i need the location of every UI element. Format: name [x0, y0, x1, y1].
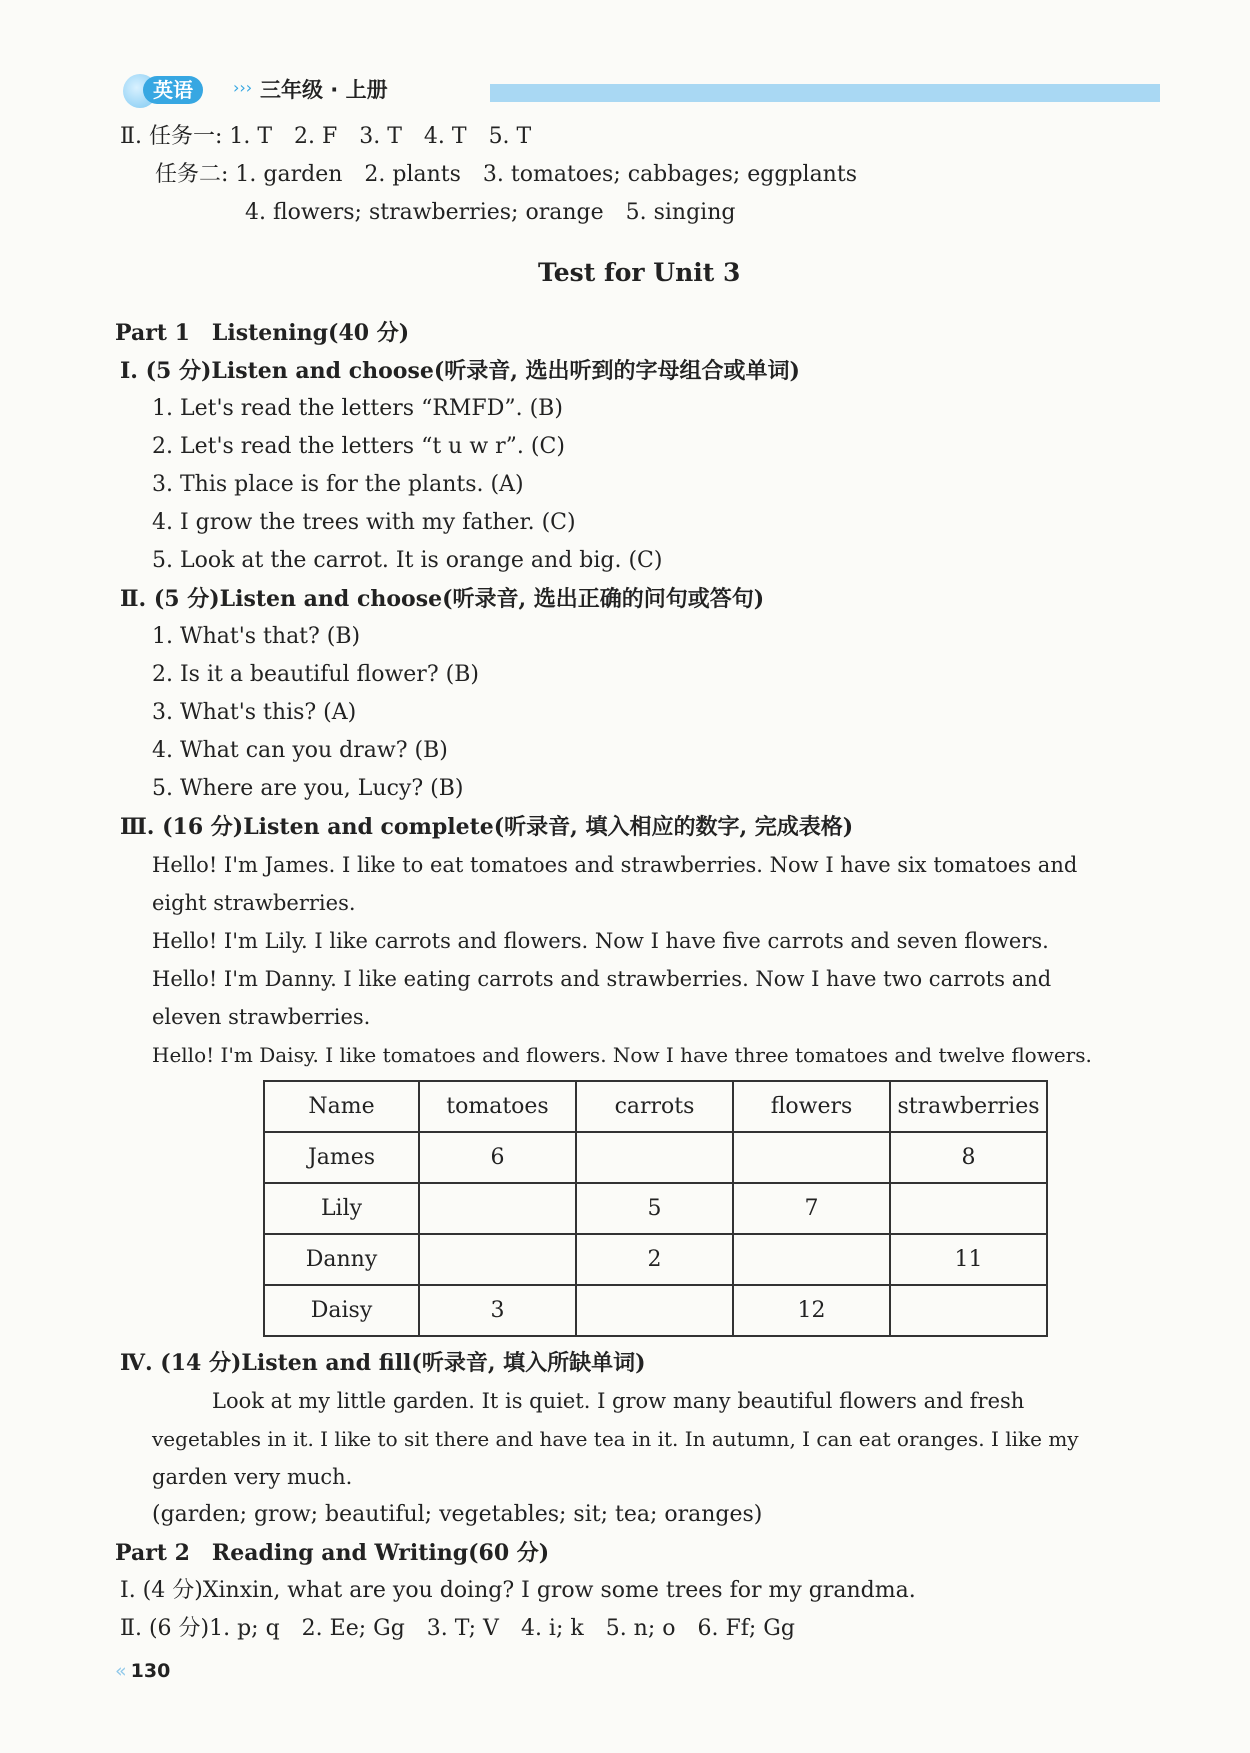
s3-para-3a: Hello! I'm Danny. I like eating carrots and strawberries. Now I have two carrots and — [152, 967, 1052, 991]
s2-item-5: 5. Where are you, Lucy? (B) — [152, 776, 464, 801]
p2-section-1: Ⅰ. (4 分)Xinxin, what are you doing? I grow some trees for my grandma. — [120, 1578, 916, 1603]
s4-line-3: garden very much. — [152, 1465, 353, 1489]
s4-answers: (garden; grow; beautiful; vegetables; sit; tea; oranges) — [152, 1502, 763, 1527]
header-bar — [490, 84, 1160, 102]
p2-section-2: Ⅱ. (6 分)1. p; q 2. Ee; Gg 3. T; V 4. i; k 5. n; o 6. Ff; Gg — [120, 1616, 795, 1641]
table-cell — [733, 1234, 890, 1285]
table-row — [264, 1285, 1047, 1336]
table-cell — [733, 1132, 890, 1183]
s1-item-3: 3. This place is for the plants. (A) — [152, 472, 524, 497]
table-cell: 2 — [576, 1234, 733, 1285]
part1-heading: Part 1 Listening(40 分) — [115, 320, 410, 346]
table-header-cell: carrots — [576, 1081, 733, 1132]
table-row — [264, 1132, 1047, 1183]
page-number — [115, 1660, 170, 1682]
s4-line-1: Look at my little garden. It is quiet. I grow many beautiful flowers and fresh — [212, 1389, 1025, 1413]
table-row — [264, 1234, 1047, 1285]
table-cell: Daisy — [264, 1285, 419, 1336]
table-header-cell: flowers — [733, 1081, 890, 1132]
table-cell: 8 — [890, 1132, 1047, 1183]
section-3-heading: Ⅲ. (16 分)Listen and complete(听录音, 填入相应的数字, 完成表格) — [120, 814, 854, 840]
section-1-heading: Ⅰ. (5 分)Listen and choose(听录音, 选出听到的字母组合或单词) — [120, 358, 800, 384]
s1-item-2: 2. Let's read the letters “t u w r”. (C) — [152, 434, 565, 459]
section-4-heading: Ⅳ. (14 分)Listen and fill(听录音, 填入所缺单词) — [120, 1350, 646, 1376]
chevrons-icon: ››› — [233, 78, 253, 97]
table-cell — [419, 1183, 576, 1234]
s3-para-1b: eight strawberries. — [152, 891, 356, 915]
s1-item-4: 4. I grow the trees with my father. (C) — [152, 510, 576, 535]
table-cell: James — [264, 1132, 419, 1183]
s3-para-1a: Hello! I'm James. I like to eat tomatoes and strawberries. Now I have six tomatoes and — [152, 853, 1078, 877]
prev-line-3: 4. flowers; strawberries; orange 5. singing — [245, 200, 736, 225]
prev-line-1: Ⅱ. 任务一: 1. T 2. F 3. T 4. T 5. T — [120, 124, 532, 149]
table-header-cell: Name — [264, 1081, 419, 1132]
table-cell: 5 — [576, 1183, 733, 1234]
s2-item-4: 4. What can you draw? (B) — [152, 738, 448, 763]
subject-badge: 英语 — [143, 76, 203, 104]
page-number-text: 130 — [130, 1660, 171, 1682]
s3-para-3b: eleven strawberries. — [152, 1005, 371, 1029]
s4-line-2: vegetables in it. I like to sit there and have tea in it. In autumn, I can eat oranges. I like my — [152, 1427, 1079, 1451]
s1-item-5: 5. Look at the carrot. It is orange and big. (C) — [152, 548, 663, 573]
table-cell: 11 — [890, 1234, 1047, 1285]
s2-item-2: 2. Is it a beautiful flower? (B) — [152, 662, 479, 687]
table-header-cell: strawberries — [890, 1081, 1047, 1132]
table-cell — [890, 1285, 1047, 1336]
table-cell: 12 — [733, 1285, 890, 1336]
prev-line-2: 任务二: 1. garden 2. plants 3. tomatoes; cabbages; eggplants — [155, 162, 857, 187]
s3-para-2: Hello! I'm Lily. I like carrots and flowers. Now I have five carrots and seven flowers. — [152, 929, 1049, 953]
table-cell: 7 — [733, 1183, 890, 1234]
table-cell — [890, 1183, 1047, 1234]
table-cell — [576, 1285, 733, 1336]
table-cell — [419, 1234, 576, 1285]
score-table — [263, 1080, 1048, 1337]
table-cell — [576, 1132, 733, 1183]
s3-para-4: Hello! I'm Daisy. I like tomatoes and flowers. Now I have three tomatoes and twelve flowers. — [152, 1043, 1092, 1067]
section-2-heading: Ⅱ. (5 分)Listen and choose(听录音, 选出正确的问句或答句) — [120, 586, 765, 612]
grade-label: 三年级 · 上册 — [260, 78, 388, 102]
table-row — [264, 1183, 1047, 1234]
double-chevron-left-icon: « — [115, 1660, 127, 1682]
table-cell: Lily — [264, 1183, 419, 1234]
table-cell: Danny — [264, 1234, 419, 1285]
table-cell: 6 — [419, 1132, 576, 1183]
table-header-row — [264, 1081, 1047, 1132]
page-title: Test for Unit 3 — [538, 258, 741, 287]
table-header-cell: tomatoes — [419, 1081, 576, 1132]
s2-item-1: 1. What's that? (B) — [152, 624, 361, 649]
table-cell: 3 — [419, 1285, 576, 1336]
s1-item-1: 1. Let's read the letters “RMFD”. (B) — [152, 396, 563, 421]
part2-heading: Part 2 Reading and Writing(60 分) — [115, 1540, 550, 1566]
s2-item-3: 3. What's this? (A) — [152, 700, 357, 725]
page-header — [115, 70, 1160, 110]
